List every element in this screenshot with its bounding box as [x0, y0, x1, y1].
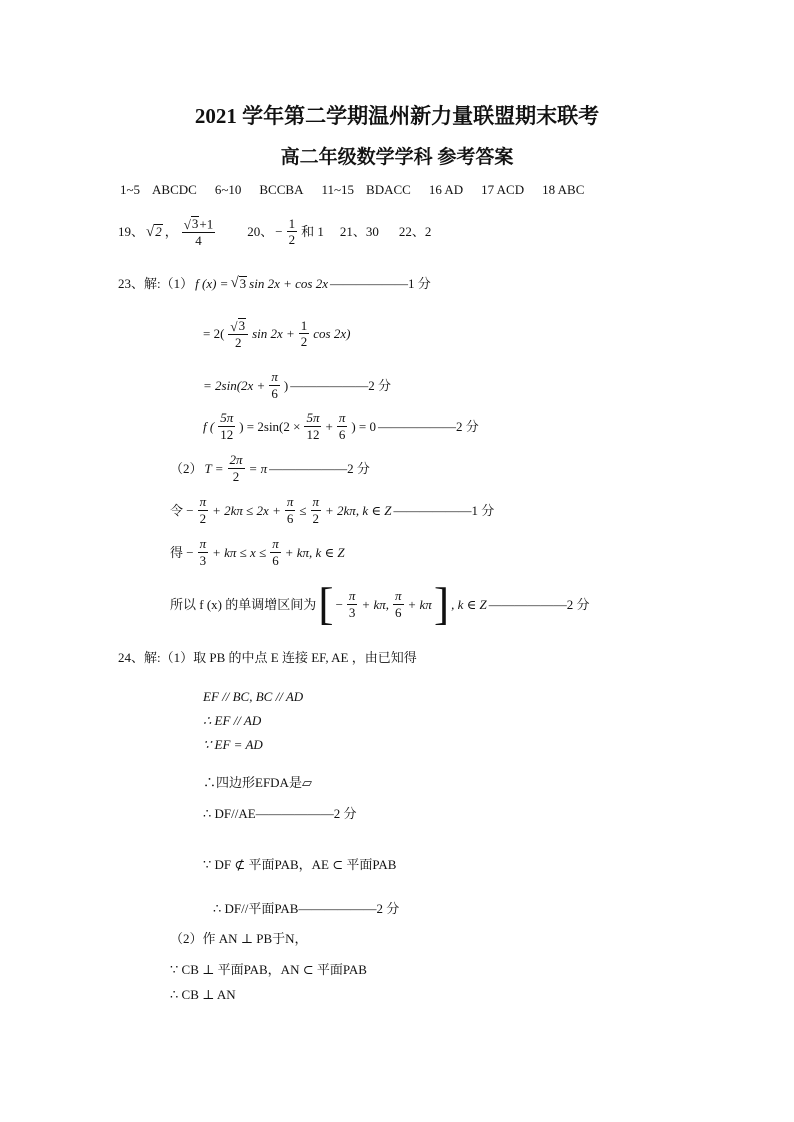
q20-sign: − [275, 224, 283, 240]
q23-score-2: ——————2 分 [290, 377, 391, 393]
q23-line-8: 所以 f (x) 的单调增区间为 [ − $\frac{\pi}{3}$ + kπ, $\frac{\pi}{6}$ + kπ ] , k ∈ Z ——————2 分 [170, 578, 590, 629]
q23-line-7: 得 − $\frac{\pi}{3}$ + kπ ≤ x ≤ $\frac{\pi}{6}$ + kπ, k ∈ Z [170, 536, 345, 568]
q24-step-7: ∴ DF//平面PAB——————2 分 [213, 901, 400, 916]
choice-range-1: 1~5 [120, 182, 141, 197]
q19-label: 19、 [118, 224, 145, 240]
q23-score-5: ——————1 分 [393, 502, 495, 518]
q23-label: 23、解:（1） [118, 276, 194, 292]
choice-answers [120, 183, 584, 196]
choice-answer-3: BDACC [366, 182, 411, 197]
q23-score-6: ——————2 分 [488, 596, 590, 612]
q23-score-4: ——————2 分 [269, 460, 370, 476]
q23-line-1: 23、解:（1） f (x) = √ 3 sin 2x + cos 2x ——————1 分 [118, 275, 431, 292]
choice-answer-2: BCCBA [259, 182, 304, 197]
q24-step-6: ∵ DF ⊄ 平面PAB，AE ⊂ 平面PAB [203, 857, 397, 872]
page-title: 2021 学年第二学期温州新力量联盟期末联考 [194, 104, 600, 128]
q23-score-1: ——————1 分 [329, 276, 431, 292]
q24-step-9: ∴ CB ⊥ AN [170, 987, 236, 1002]
q24-label: 24、解:（1）取 PB 的中点 E 连接 EF, AE ，由已知得 [118, 650, 417, 665]
choice-range-3: 11~15 [321, 182, 355, 197]
q19-fraction: √ 3 +1 4 [183, 216, 214, 249]
q24-step-2: ∴ EF // AD [203, 713, 262, 728]
choice-range-2: 6~10 [214, 182, 242, 197]
q24-step-4: ∴四边形EFDA是▱ [203, 775, 312, 790]
q24-step-1: EF // BC, BC // AD [203, 689, 304, 704]
q23-score-3: ——————2 分 [378, 418, 479, 434]
q20-label: 20、 [247, 224, 274, 240]
q23-line-3: = 2sin(2x + $\frac{\pi}{6}$ ) ——————2 分 [203, 369, 391, 401]
q24-part2: （2）作 AN ⊥ PB于N， [170, 931, 308, 946]
q19-sqrt: √ 2 [146, 223, 162, 240]
choice-q17: 17 ACD [481, 182, 525, 197]
q20-rest: 和 1 [301, 224, 324, 240]
q23-line-2: = 2( √ 3 2 sin 2x + $\frac{1}{2}$ cos 2x) [203, 317, 351, 351]
q20-fraction: $\frac{1}{2}$ [288, 215, 296, 248]
choice-q18: 18 ABC [542, 182, 585, 197]
q24-step-5: ∴ DF//AE——————2 分 [203, 806, 357, 821]
page-subtitle: 高二年级数学学科 参考答案 [280, 147, 514, 168]
q23-line-4: f ( $\frac{5\pi}{12}$ ) = 2sin(2 × $\frac{5\pi}{12}$ + $\frac{\pi}{6}$ ) = 0 ——————2 分 [203, 410, 479, 442]
q24-step-3: ∵ EF = AD [203, 737, 263, 752]
q23-line-6: 令 − $\frac{\pi}{2}$ + 2kπ ≤ 2x + $\frac{\pi}{6}$ ≤ $\frac{\pi}{2}$ + 2kπ, k ∈ Z ——————1 分 [170, 494, 495, 526]
q21-answer: 21、30 [339, 224, 379, 240]
fill-answers: 19、 √ 2 ， √ 3 +1 4 20、 − $\frac{1}{2}$ 和 1 21、30 22、2 [118, 215, 432, 249]
q22-answer: 22、2 [398, 224, 432, 240]
choice-q16: 16 AD [428, 182, 464, 197]
q23-part2-line: （2） T = $\frac{2\pi}{2}$ = π ——————2 分 [170, 452, 370, 484]
q23-part2-label: （2） [170, 460, 203, 476]
choice-answer-1: ABCDC [152, 182, 197, 197]
q24-step-8: ∵ CB ⊥ 平面PAB，AN ⊂ 平面PAB [170, 962, 367, 977]
